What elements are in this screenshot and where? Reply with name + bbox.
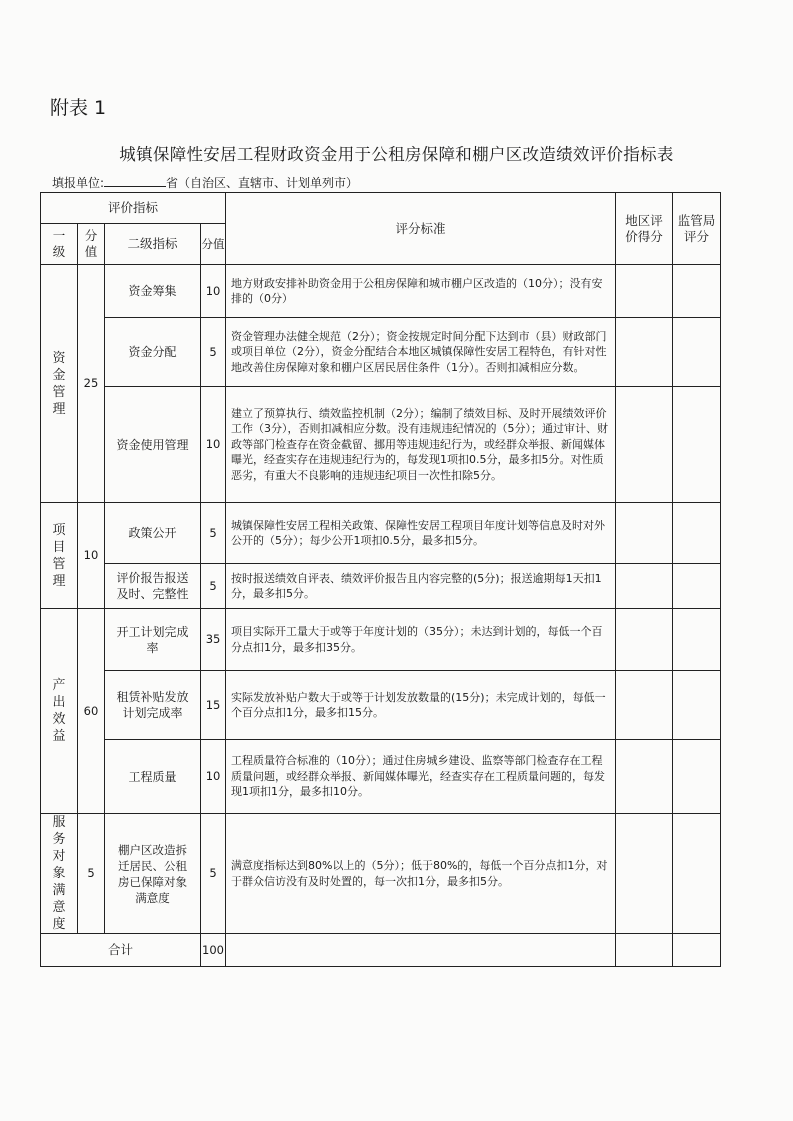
item-fund-allocation-score: 5 xyxy=(201,318,226,387)
item-subsidy-rate-line2: 计划完成率 xyxy=(122,706,183,720)
item-subsidy-rate-standard: 实际发放补贴户数大于或等于计划发放数量的(15分)；未完成计划的，每低一个百分点扣1分，最多扣15分。 xyxy=(226,671,616,740)
item-report-submission-line2: 及时、完整性 xyxy=(116,587,189,601)
group-4-char: 象 xyxy=(52,866,66,881)
document-title: 城镇保障性安居工程财政资金用于公租房保障和棚户区改造绩效评价指标表 xyxy=(119,145,674,164)
header-score2: 分值 xyxy=(201,224,226,265)
total-supervisor-score-cell[interactable] xyxy=(673,934,721,967)
item-fund-use-standard: 建立了预算执行、绩效监控机制（2分）；编制了绩效目标、及时开展绩效评价工作（3分），否则扣减相应分数。没有违规违纪情况的（5分）；通过审计、财政等部门检查存在资金截留、挪用等违规违纪行为，或经群众举报、新闻媒体曝光，经查实存在违规违纪行为的，每发现1项扣0.5分，最多扣5分。对性质恶劣，有重大不良影响的违规违纪项目一次性扣除5分。 xyxy=(226,387,616,503)
item-fund-raising: 资金筹集 xyxy=(105,265,201,318)
item-report-submission xyxy=(105,564,201,609)
item-fund-raising-standard: 地方财政安排补助资金用于公租房保障和城市棚户区改造的（10分）；没有安排的（0分） xyxy=(226,265,616,318)
item-subsidy-rate-score: 15 xyxy=(201,671,226,740)
fill-unit-suffix: 省（自治区、直辖市、计划单列市） xyxy=(166,176,359,190)
region-score-cell[interactable] xyxy=(616,503,673,564)
supervisor-score-cell[interactable] xyxy=(673,503,721,564)
group-1-char: 管 xyxy=(52,384,66,400)
group-4-char: 度 xyxy=(52,917,66,932)
region-score-cell[interactable] xyxy=(616,814,673,934)
item-fund-allocation-standard: 资金管理办法健全规范（2分）；资金按规定时间分配下达到市（县）财政部门或项目单位（2分），资金分配结合本地区城镇保障性安居工程特色，有针对性地改善住房保障对象和棚户区居民居住条件（1分）。否则扣减相应分数。 xyxy=(226,318,616,387)
attachment-label: 附表 1 xyxy=(50,97,107,119)
item-report-submission-standard: 按时报送绩效自评表、绩效评价报告且内容完整的(5分)；报送逾期每1天扣1分，最多扣5分。 xyxy=(226,564,616,609)
header-level2: 二级指标 xyxy=(105,224,201,265)
item-start-rate-line1: 开工计划完成 xyxy=(116,624,189,639)
item-fund-raising-score: 10 xyxy=(201,265,226,318)
header-region-score xyxy=(616,193,673,265)
item-start-rate-standard: 项目实际开工量大于或等于年度计划的（35分）；未达到计划的，每低一个百分点扣1分，最多扣35分。 xyxy=(226,609,616,671)
item-satisfaction-standard: 满意度指标达到80%以上的（5分）；低于80%的，每低一个百分点扣1分，对于群众信访没有及时处置的，每一次扣1分，最多扣5分。 xyxy=(226,814,616,934)
total-label: 合计 xyxy=(41,934,201,967)
item-satisfaction-line1: 棚户区改造拆 xyxy=(118,842,187,857)
group-2-char: 管 xyxy=(52,556,66,572)
region-score-cell[interactable] xyxy=(616,740,673,814)
region-score-cell[interactable] xyxy=(616,564,673,609)
header-level1 xyxy=(41,224,78,265)
group-satisfaction xyxy=(41,814,78,934)
item-subsidy-rate xyxy=(105,671,201,740)
group-2-char: 理 xyxy=(52,573,66,589)
group-3-char: 出 xyxy=(52,695,66,710)
header-region-score-line2: 价得分 xyxy=(625,228,663,244)
region-score-cell[interactable] xyxy=(616,318,673,387)
group-1-char: 金 xyxy=(52,367,66,383)
item-project-quality-score: 10 xyxy=(201,740,226,814)
item-satisfaction-score: 5 xyxy=(201,814,226,934)
item-fund-allocation: 资金分配 xyxy=(105,318,201,387)
item-start-rate-score: 35 xyxy=(201,609,226,671)
evaluation-table xyxy=(40,192,721,967)
region-score-cell[interactable] xyxy=(616,387,673,503)
region-score-cell[interactable] xyxy=(616,671,673,740)
header-region-score-line1: 地区评 xyxy=(625,212,663,228)
group-4-char: 服 xyxy=(52,815,66,830)
fill-unit-blank[interactable] xyxy=(104,175,166,187)
group-3-char: 效 xyxy=(52,712,66,727)
group-1-score: 25 xyxy=(78,265,105,503)
group-4-score: 5 xyxy=(78,814,105,934)
header-supervisor-score xyxy=(673,193,721,265)
fill-unit-label: 填报单位: xyxy=(52,176,105,190)
group-4-char: 满 xyxy=(52,883,66,898)
item-policy-disclosure-score: 5 xyxy=(201,503,226,564)
supervisor-score-cell[interactable] xyxy=(673,387,721,503)
group-1-char: 理 xyxy=(52,401,66,417)
item-satisfaction-line2: 迁居民、公租 xyxy=(118,858,187,873)
item-policy-disclosure: 政策公开 xyxy=(105,503,201,564)
header-indicators: 评价指标 xyxy=(41,193,226,224)
supervisor-score-cell[interactable] xyxy=(673,671,721,740)
group-2-char: 项 xyxy=(52,522,66,538)
group-1-char: 资 xyxy=(52,350,66,366)
group-3-score: 60 xyxy=(78,609,105,814)
group-3-char: 产 xyxy=(52,678,66,693)
item-fund-use-score: 10 xyxy=(201,387,226,503)
group-4-char: 务 xyxy=(52,832,66,847)
item-start-rate-line2: 率 xyxy=(146,640,159,655)
item-subsidy-rate-line1: 租赁补贴发放 xyxy=(116,690,189,704)
supervisor-score-cell[interactable] xyxy=(673,564,721,609)
group-2-char: 目 xyxy=(52,539,66,555)
header-score xyxy=(78,224,105,265)
header-standard: 评分标准 xyxy=(226,193,616,265)
group-2-score: 10 xyxy=(78,503,105,609)
item-satisfaction-line3: 房已保障对象 xyxy=(118,874,187,889)
region-score-cell[interactable] xyxy=(616,609,673,671)
supervisor-score-cell[interactable] xyxy=(673,740,721,814)
item-fund-use: 资金使用管理 xyxy=(105,387,201,503)
group-fund-management xyxy=(41,265,78,503)
item-policy-disclosure-standard: 城镇保障性安居工程相关政策、保障性安居工程项目年度计划等信息及时对外公开的（5分）；每少公开1项扣0.5分，最多扣5分。 xyxy=(226,503,616,564)
group-output-benefit xyxy=(41,609,78,814)
supervisor-score-cell[interactable] xyxy=(673,814,721,934)
item-satisfaction-line4: 满意度 xyxy=(135,890,170,905)
group-4-char: 意 xyxy=(52,900,66,915)
supervisor-score-cell[interactable] xyxy=(673,318,721,387)
group-project-management xyxy=(41,503,78,609)
fill-unit-line xyxy=(52,174,358,191)
total-standard-cell xyxy=(226,934,616,967)
total-region-score-cell[interactable] xyxy=(616,934,673,967)
header-supervisor-score-line2: 评分 xyxy=(684,228,710,244)
supervisor-score-cell[interactable] xyxy=(673,609,721,671)
item-project-quality: 工程质量 xyxy=(105,740,201,814)
group-4-char: 对 xyxy=(52,849,66,864)
header-level1-ch1: 一 xyxy=(52,228,66,243)
item-start-rate xyxy=(105,609,201,671)
total-score: 100 xyxy=(201,934,226,967)
item-report-submission-line1: 评价报告报送 xyxy=(116,571,189,585)
group-3-char: 益 xyxy=(52,729,66,744)
item-report-submission-score: 5 xyxy=(201,564,226,609)
header-supervisor-score-line1: 监管局 xyxy=(677,212,716,228)
region-score-cell[interactable] xyxy=(616,265,673,318)
header-level1-ch2: 级 xyxy=(52,244,66,259)
item-satisfaction xyxy=(105,814,201,934)
supervisor-score-cell[interactable] xyxy=(673,265,721,318)
header-score-ch1: 分 xyxy=(84,228,98,243)
item-project-quality-standard: 工程质量符合标准的（10分）；通过住房城乡建设、监察等部门检查存在工程质量问题，或经群众举报、新闻媒体曝光，经查实存在工程质量问题的，每发现1项扣1分，最多扣10分。 xyxy=(226,740,616,814)
header-score-ch2: 值 xyxy=(84,244,98,259)
